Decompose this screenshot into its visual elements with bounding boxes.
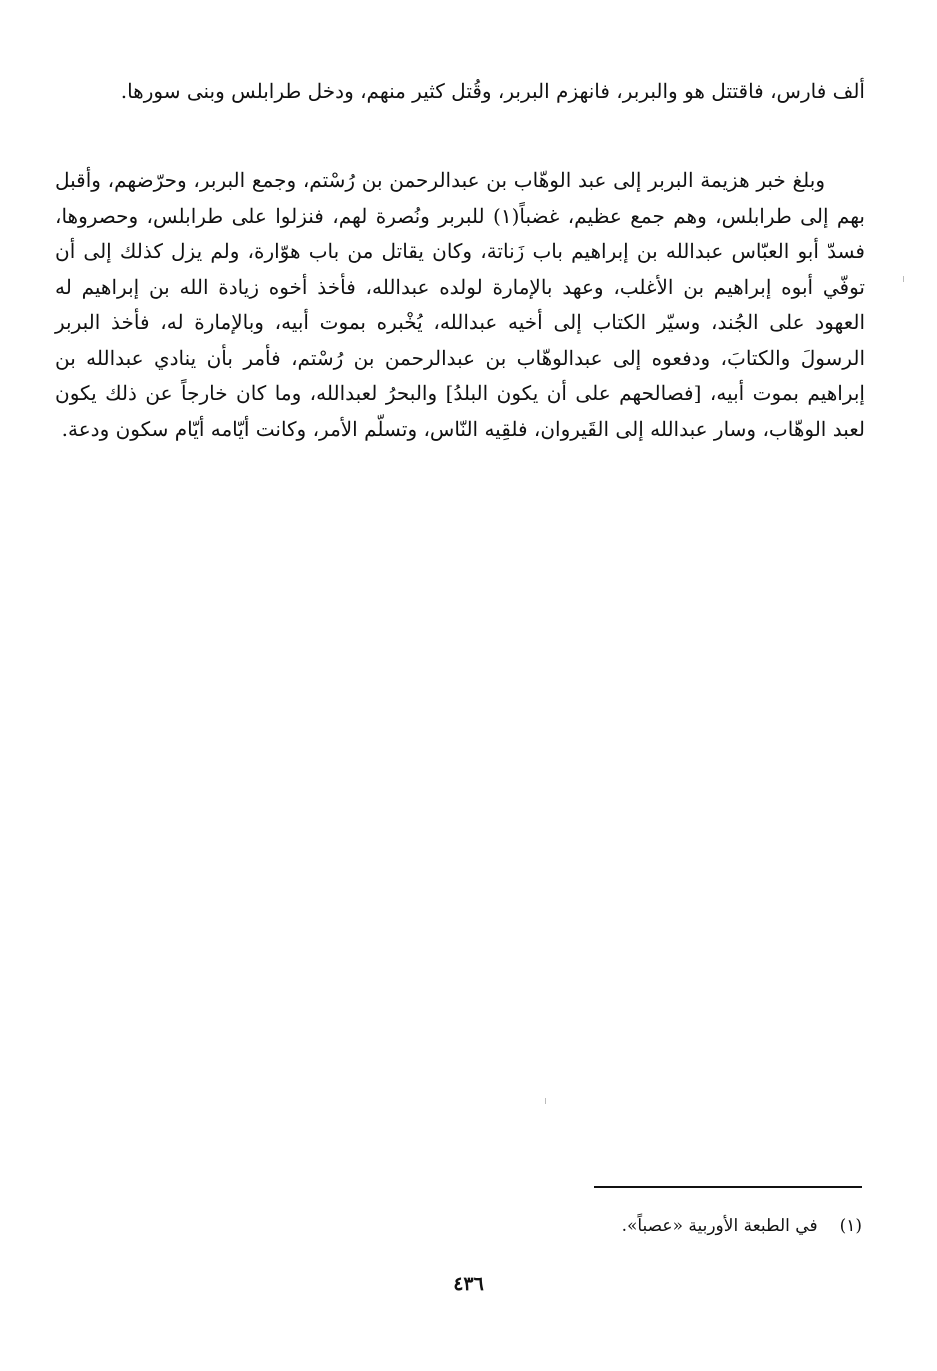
page-number: ٤٣٦ — [453, 1273, 484, 1295]
scan-speck — [903, 276, 904, 282]
body-paragraph-2: وبلغ خبر هزيمة البربر إلى عبد الوهّاب بن عبدالرحمن بن رُسْتم، وجمع البربر، وحرّضهم، وأقبل بهم إلى طرابلس، وهم جمع عظيم، غضباً(١) للبربر ونُصرة لهم، فنزلوا على طرابلس، وحصروها، فسدّ أبو العبّاس عبدالله بن إبراهيم باب زَناتة، وكان يقاتل من باب هوّارة، ولم يزل كذلك إلى أن توفّي أبوه إبراهيم بن الأغلب، وعهد بالإمارة لولده عبدالله، فأخذ أخوه زيادة الله بن إبراهيم له العهود على الجُند، وسيّر الكتاب إلى أخيه عبدالله، يُخْبره بموت أبيه، وبالإمارة له، فأخذ البربر الرسولَ والكتابَ، ودفعوه إلى عبدالوهّاب بن عبدالرحمن بن رُسْتم، فأمر بأن ينادي عبدالله بن إبراهيم بموت أبيه، [فصالحهم على أن يكون البلدُ] والبحرُ لعبدالله، وما كان خارجاً عن ذلك يكون لعبد الوهّاب، وسار عبدالله إلى القَيروان، فلقِيه النّاس، وتسلّم الأمر، وكانت أيّامه أيّام سكون ودعة. — [55, 168, 866, 441]
body-paragraph-1: ألف فارس، فاقتتل هو والبربر، فانهزم البربر، وقُتل كثير منهم، ودخل طرابلس وبنى سورها. — [120, 79, 865, 103]
footnote-number: (١) — [839, 1216, 862, 1236]
scan-speck — [545, 1098, 546, 1104]
footnote-separator — [594, 1186, 862, 1188]
footnote — [400, 1212, 862, 1240]
footnote-text: في الطبعة الأوربية «عصباً». — [621, 1216, 818, 1236]
